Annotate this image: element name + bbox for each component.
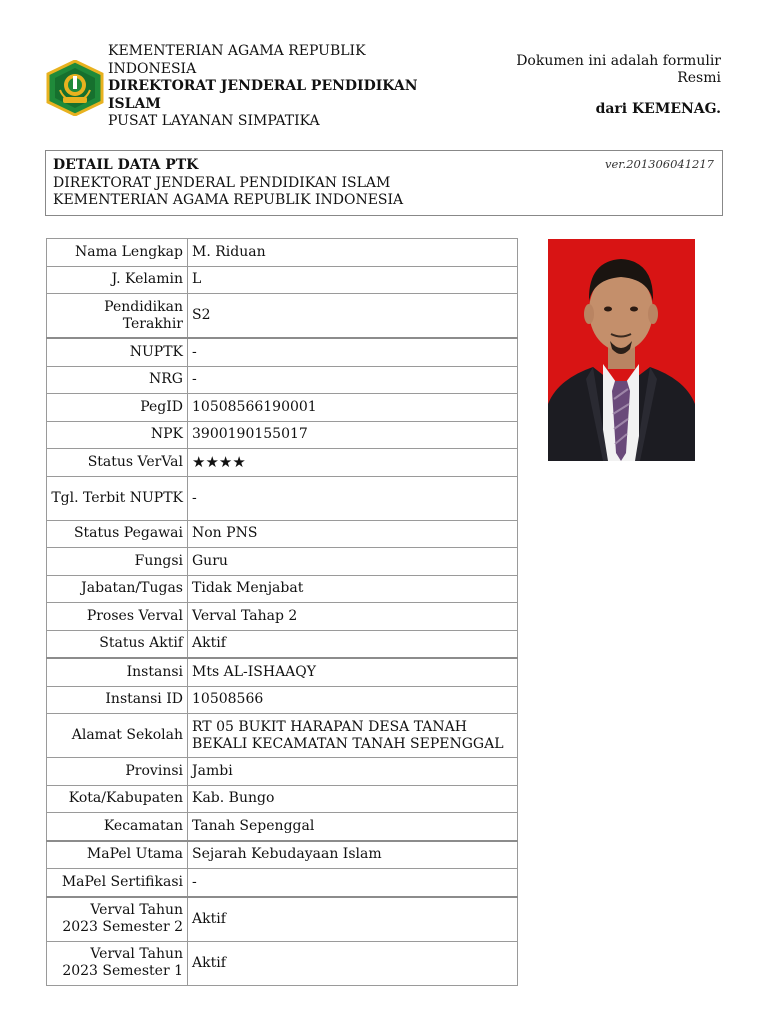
field-value: - [188,476,518,520]
field-label: Status Pegawai [47,520,188,548]
field-label: Fungsi [47,548,188,576]
field-value: Verval Tahap 2 [188,603,518,631]
field-value: 10508566 [188,686,518,714]
field-label: NRG [47,366,188,394]
field-value: M. Riduan [188,239,518,267]
note-line-1: Dokumen ini adalah formulir Resmi [516,53,721,86]
field-value: - [188,366,518,394]
field-label: Alamat Sekolah [47,714,188,758]
field-value: 3900190155017 [188,421,518,449]
table-row [47,630,518,658]
table-row [47,841,518,869]
table-row [47,266,518,294]
detail-directorate: DIREKTORAT JENDERAL PENDIDIKAN ISLAM [53,174,391,191]
official-form-note [471,53,721,118]
ministry-name: KEMENTERIAN AGAMA REPUBLIK INDONESIA [108,43,366,77]
table-row [47,394,518,422]
detail-ministry: KEMENTERIAN AGAMA REPUBLIK INDONESIA [53,192,404,208]
field-label: Pendidikan Terakhir [47,294,188,339]
field-value: Aktif [188,941,518,985]
table-row [47,714,518,758]
table-row [47,941,518,985]
field-label: MaPel Sertifikasi [47,869,188,897]
field-value: Aktif [188,897,518,942]
field-value: Sejarah Kebudayaan Islam [188,841,518,869]
verval-stars-icon: ★★★★ [188,449,518,477]
field-value: Non PNS [188,520,518,548]
table-row [47,869,518,897]
field-label: Provinsi [47,758,188,786]
field-value: 10508566190001 [188,394,518,422]
field-label: NUPTK [47,338,188,366]
field-label: PegID [47,394,188,422]
directorate-name: DIREKTORAT JENDERAL PENDIDIKAN ISLAM [108,78,418,112]
field-value: - [188,869,518,897]
field-label: J. Kelamin [47,266,188,294]
table-row [47,785,518,813]
detail-title: DETAIL DATA PTK [53,157,199,173]
field-value: Guru [188,548,518,576]
table-row [47,686,518,714]
table-row [47,897,518,942]
field-label: Status Aktif [47,630,188,658]
field-label: Kecamatan [47,813,188,841]
table-row [47,758,518,786]
field-value: S2 [188,294,518,339]
version-label: ver.201306041217 [605,157,714,171]
field-label: Kota/Kabupaten [47,785,188,813]
profile-photo [548,239,695,461]
field-label: Jabatan/Tugas [47,575,188,603]
note-line-2: dari KEMENAG. [595,101,721,117]
table-row [47,294,518,339]
field-value: Tanah Sepenggal [188,813,518,841]
detail-header-box [45,150,723,216]
field-label: Instansi [47,658,188,686]
field-label: Nama Lengkap [47,239,188,267]
field-value: Aktif [188,630,518,658]
field-label: Verval Tahun 2023 Semester 2 [47,897,188,942]
table-row [47,813,518,841]
field-label: Instansi ID [47,686,188,714]
table-row [47,603,518,631]
field-value: Kab. Bungo [188,785,518,813]
field-label: NPK [47,421,188,449]
table-row [47,421,518,449]
organization-header [108,43,438,131]
field-label: Tgl. Terbit NUPTK [47,476,188,520]
field-value: Jambi [188,758,518,786]
field-label: Status VerVal [47,449,188,477]
service-center-name: PUSAT LAYANAN SIMPATIKA [108,113,320,129]
table-row [47,548,518,576]
field-value: RT 05 BUKIT HARAPAN DESA TANAH BEKALI KECAMATAN TANAH SEPENGGAL [188,714,518,758]
ptk-data-table [46,238,518,986]
table-row [47,338,518,366]
field-label: Proses Verval [47,603,188,631]
kemenag-logo-icon [46,60,104,116]
field-value: - [188,338,518,366]
field-value: Tidak Menjabat [188,575,518,603]
field-label: Verval Tahun 2023 Semester 1 [47,941,188,985]
table-row [47,575,518,603]
field-label: MaPel Utama [47,841,188,869]
field-value: Mts AL-ISHAAQY [188,658,518,686]
table-row [47,239,518,267]
table-row [47,520,518,548]
field-value: L [188,266,518,294]
table-row [47,476,518,520]
table-row [47,366,518,394]
table-row [47,658,518,686]
table-row [47,449,518,477]
